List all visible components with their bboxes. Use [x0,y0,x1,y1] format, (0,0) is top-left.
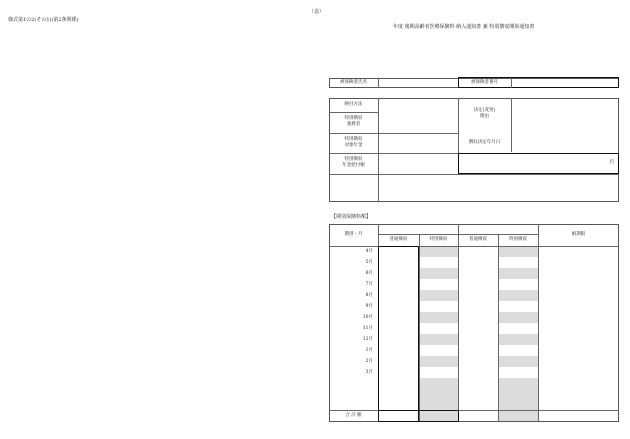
pension-amount-label-2: 年金給付額 [342,163,365,168]
center-mark: （表） [309,9,325,15]
col-header-4: 特別徴収 [509,237,527,242]
month-label: 10月 [362,315,373,320]
month-label: 11月 [362,326,373,331]
month-label: 12月 [362,337,373,342]
month-label: 3月 [365,370,373,375]
month-label: 7月 [365,282,373,287]
pension-amount-box [458,153,619,174]
col-header-1: 普通徴収 [389,237,408,242]
target-pension-label-1: 特別徴収 [344,137,363,142]
target-pension-label-2: 対象年金 [344,143,363,148]
arrears-header: 納期限 [571,232,586,237]
ordinary-column-box [378,246,419,422]
month-label: 5月 [365,260,373,265]
month-label: 1月 [365,348,373,353]
month-label: 4月 [365,249,373,254]
col-header-3: 普通徴収 [469,237,487,242]
total-label: 合 計 額 [345,413,362,418]
month-label: 6月 [365,271,373,276]
yen-unit: 円 [609,160,614,165]
insured-number-label: 被保険者番号 [471,80,498,85]
month-label: 8月 [365,293,373,298]
insured-name-label: 被保険者氏名 [340,80,367,85]
reason-label-1: 決定(変更) [473,108,496,113]
month-label: 9月 [365,304,373,309]
total-box [378,410,459,422]
schedule-section-title: 【期別保険料額】 [331,214,372,220]
payment-method-label: 納付方法 [344,102,363,107]
period-header: 期別・月 [344,232,363,237]
withholding-agent-label-1: 特別徴収 [344,116,363,121]
form-number: 様式第1の2(その1)(第2条関係) [8,17,79,23]
decision-date-label: 徴収決定年月日 [468,140,501,145]
withholding-agent-label-2: 義務者 [346,122,361,127]
page-title: 年度 後期高齢者医療保険料 納入通知書 兼 特別徴収開始通知書 [393,24,535,30]
month-label: 2月 [365,359,373,364]
reason-label-2: 理由 [480,114,489,119]
pension-amount-label-1: 特別徴収 [344,157,363,162]
col-header-2: 特別徴収 [429,237,448,242]
